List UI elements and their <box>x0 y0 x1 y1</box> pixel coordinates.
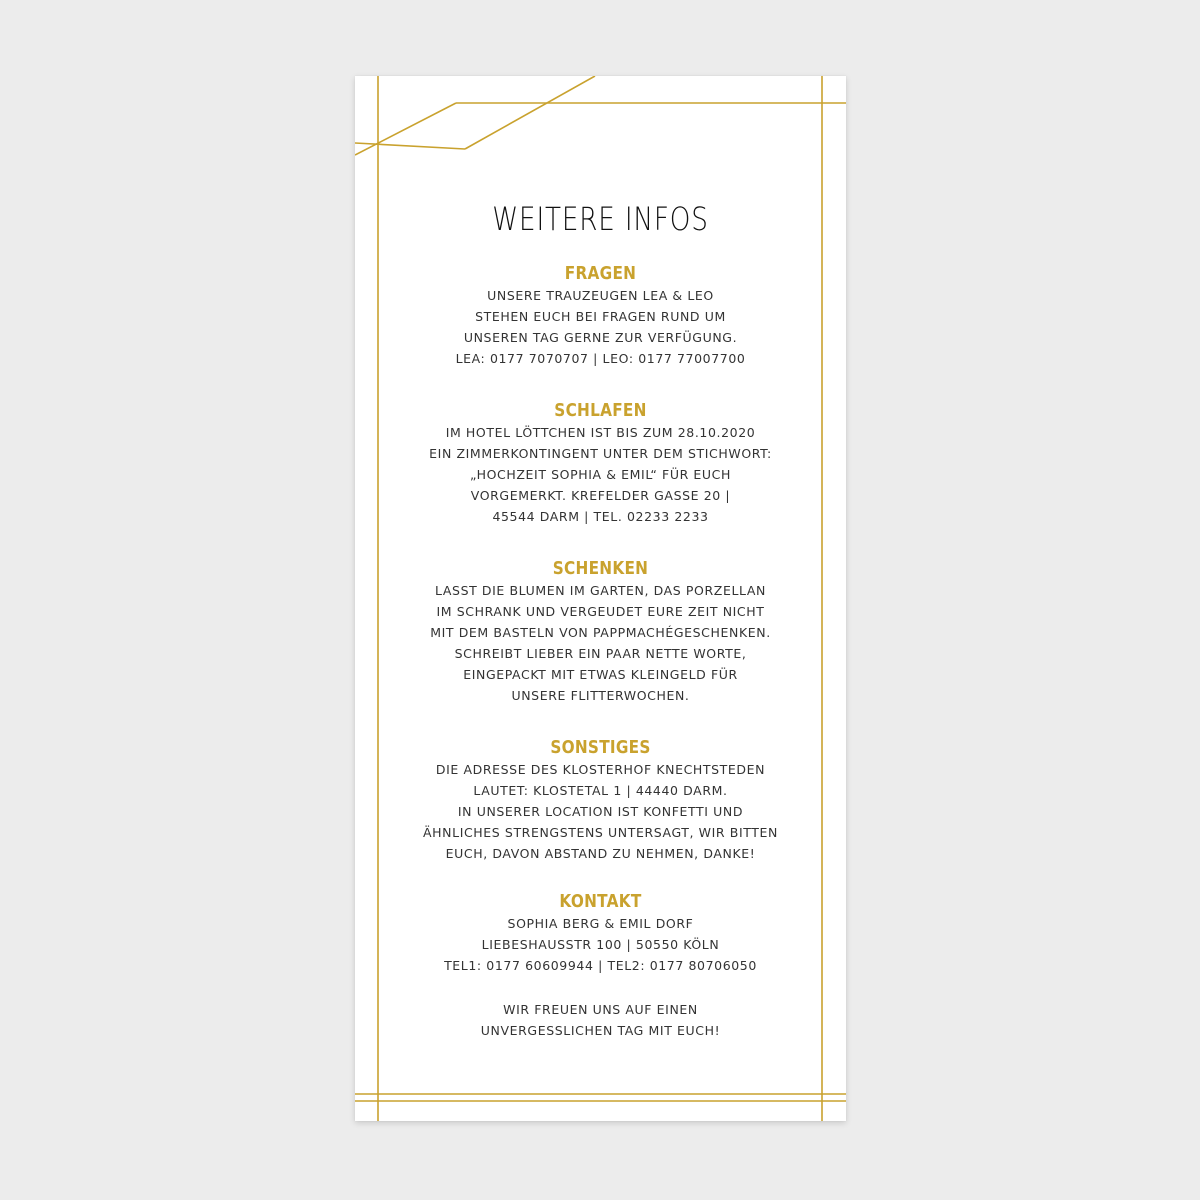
text-line: VORGEMERKT. KREFELDER GASSE 20 | <box>470 488 731 503</box>
section-body <box>355 913 846 976</box>
text-line: UNSEREN TAG GERNE ZUR VERFÜGUNG. <box>463 330 738 345</box>
text-line: SOPHIA BERG & EMIL DORF <box>507 916 694 931</box>
section-heading: KONTAKT <box>559 891 642 912</box>
section-heading: FRAGEN <box>564 263 637 284</box>
text-line: ÄHNLICHES STRENGSTENS UNTERSAGT, WIR BITTEN <box>423 825 778 840</box>
section-schlafen <box>355 400 846 527</box>
section-sonstiges <box>355 737 846 864</box>
text-line: EIN ZIMMERKONTINGENT UNTER DEM STICHWORT: <box>429 446 772 461</box>
text-line: 45544 DARM | TEL. 02233 2233 <box>492 509 709 524</box>
text-line: LASST DIE BLUMEN IM GARTEN, DAS PORZELLAN <box>435 583 766 598</box>
text-line: LAUTET: KLOSTETAL 1 | 44440 DARM. <box>473 783 728 798</box>
text-line: IM HOTEL LÖTTCHEN IST BIS ZUM 28.10.2020 <box>445 425 756 440</box>
text-line: UNSERE FLITTERWOCHEN. <box>511 688 690 703</box>
text-line: IM SCHRANK UND VERGEUDET EURE ZEIT NICHT <box>436 604 765 619</box>
text-line: „HOCHZEIT SOPHIA & EMIL“ FÜR EUCH <box>469 467 732 482</box>
info-card <box>355 76 846 1121</box>
text-line: MIT DEM BASTELN VON PAPPMACHÉGESCHENKEN. <box>430 625 771 640</box>
text-line: EINGEPACKT MIT ETWAS KLEINGELD FÜR <box>463 667 738 682</box>
section-body <box>355 285 846 369</box>
text-line: STEHEN EUCH BEI FRAGEN RUND UM <box>475 309 726 324</box>
text-line: TEL1: 0177 60609944 | TEL2: 0177 80706050 <box>444 958 757 973</box>
section-heading: SCHLAFEN <box>554 400 647 421</box>
text-line: IN UNSERER LOCATION IST KONFETTI UND <box>457 804 744 819</box>
section-body <box>355 759 846 864</box>
section-body <box>355 422 846 527</box>
section-schenken <box>355 558 846 706</box>
section-body <box>355 580 846 706</box>
text-line: DIE ADRESSE DES KLOSTERHOF KNECHTSTEDEN <box>435 762 766 777</box>
section-kontakt <box>355 891 846 976</box>
text-line: SCHREIBT LIEBER EIN PAAR NETTE WORTE, <box>454 646 747 661</box>
section-heading: SCHENKEN <box>552 558 649 579</box>
text-line: LIEBESHAUSSTR 100 | 50550 KÖLN <box>481 937 720 952</box>
section-fragen <box>355 263 846 369</box>
card-title: WEITERE INFOS <box>492 200 709 238</box>
text-line: UNVERGESSLICHEN TAG MIT EUCH! <box>480 1023 721 1038</box>
text-line: EUCH, DAVON ABSTAND ZU NEHMEN, DANKE! <box>445 846 756 861</box>
text-line: UNSERE TRAUZEUGEN LEA & LEO <box>487 288 714 303</box>
text-line: LEA: 0177 7070707 | LEO: 0177 77007700 <box>455 351 746 366</box>
text-line: WIR FREUEN UNS AUF EINEN <box>503 1002 698 1017</box>
section-heading: SONSTIGES <box>550 737 651 758</box>
closing-message <box>355 999 846 1041</box>
